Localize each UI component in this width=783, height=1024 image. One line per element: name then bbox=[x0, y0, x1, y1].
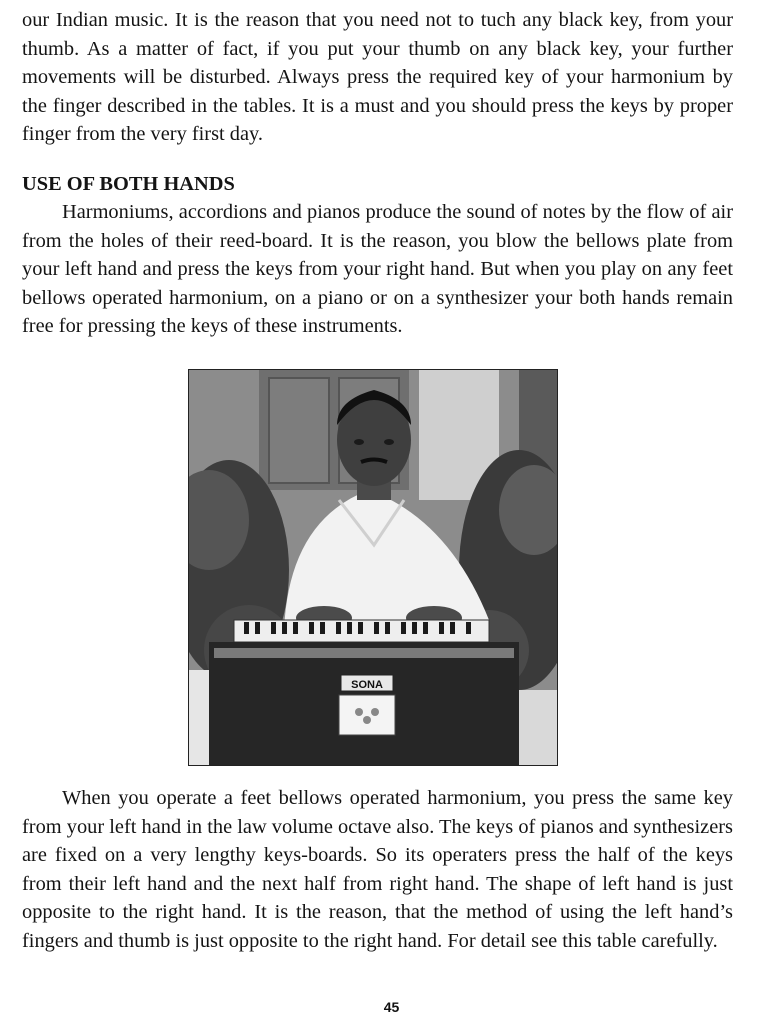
section-heading: USE OF BOTH HANDS bbox=[22, 173, 235, 195]
harmonium-player-photo bbox=[188, 369, 558, 766]
page-number: 45 bbox=[383, 999, 400, 1015]
harmonium-brand-label: SONA bbox=[351, 679, 383, 691]
body-paragraph-3: When you operate a feet bellows operated harmonium, you press the same key from your left hand in the law volume octave also. The keys of pianos and synthesizers are fixed on a very lengthy keys-boards. So its operaters press the half of the keys from their left hand and the next half from right hand. The shape of left hand is just opposite to the right hand. It is the reason, that the method of using the left hand’s fingers and thumb is just opposite to the right hand. For detail see this table carefully. bbox=[22, 787, 733, 952]
body-paragraph-1: our Indian music. It is the reason that you need not to tuch any black key, from your thumb. As a matter of fact, if you put your thumb on any black key, your further movements will be disturbed. Always press the required key of your harmonium by the finger described in the tables. It is a must and you should press the keys by proper finger from the very first day. bbox=[22, 9, 733, 146]
body-paragraph-2: Harmoniums, accordions and pianos produce the sound of notes by the flow of air from the holes of their reed-board. It is the reason, you blow the bellows plate from your left hand and press the keys from your right hand. But when you play on any feet bellows operated harmonium, on a piano or on a synthesizer your both hands remain free for pressing the keys of these instruments. bbox=[22, 201, 733, 338]
